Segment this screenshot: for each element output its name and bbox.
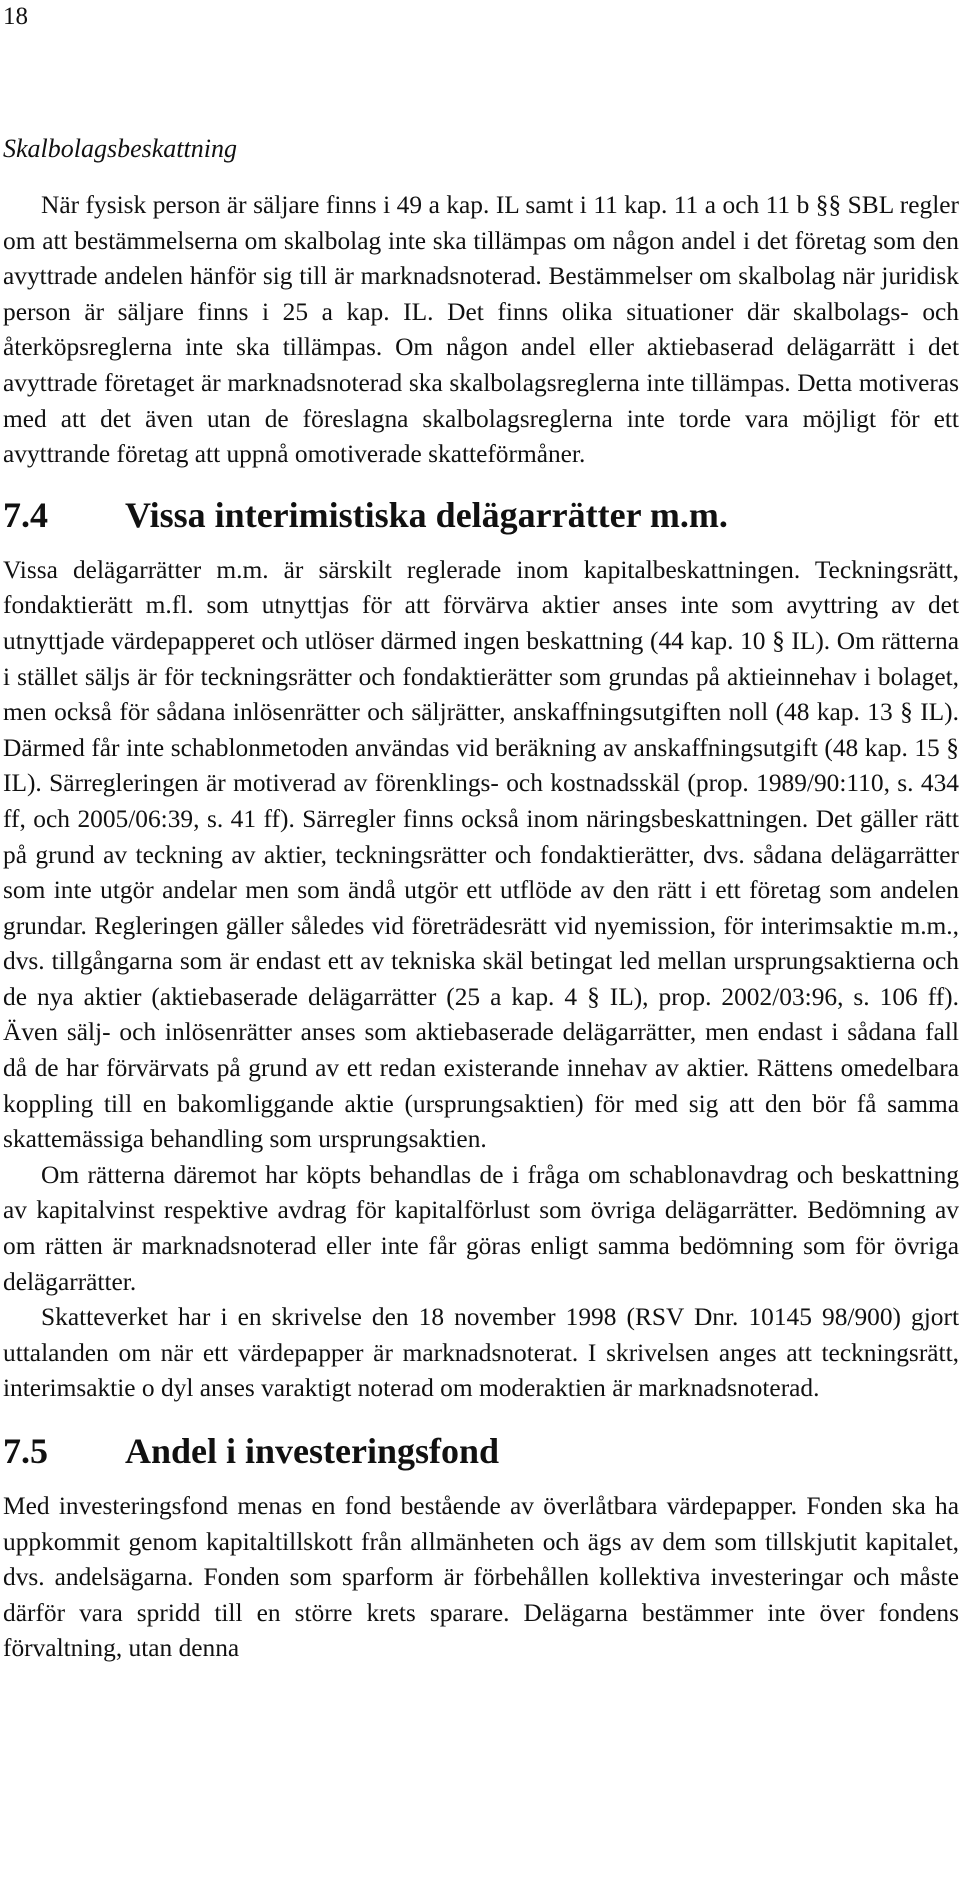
subheading-skalbolagsbeskattning: Skalbolagsbeskattning — [3, 134, 237, 163]
paragraph: Om rätterna däremot har köpts behandlas de i fråga om schablonavdrag och beskattning av kapitalvinst respektive avdrag för kapitalförlust som övriga delägarrätter. Bedömning av om rätten är marknadsnoterad eller inte får göras enligt samma bedömning som för övriga delägarrätter. — [3, 1160, 959, 1296]
section-title: Vissa interimistiska delägarrätter m.m. — [125, 494, 728, 535]
section-title: Andel i investeringsfond — [125, 1431, 500, 1471]
paragraph: När fysisk person är säljare finns i 49 a kap. IL samt i 11 kap. 11 a och 11 b §§ SBL regler om att bestämmelserna om skalbolag inte ska tillämpas om någon andel i det företag som den avyttrade andelen hänför sig till är marknadsnoterad. Bestämmelser om skalbolag när juridisk person är säljare finns i 25 a kap. IL. Det finns olika situationer där skalbolags- och återköpsreglerna inte ska tillämpas. Om någon andel eller aktiebaserad delägarrätt i det avyttrade företaget är marknadsnoterad ska skalbolagsreglerna inte tillämpas. Detta motiveras med att det även utan de föreslagna skalbolagsreglerna inte torde vara möjligt för ett avyttrande företag att uppnå omotiverade skatteförmåner. — [3, 191, 959, 469]
paragraph: Vissa delägarrätter m.m. är särskilt reglerade inom kapitalbeskattningen. Teckningsrätt, fondaktierätt m.fl. som utnyttjas för att förvärva aktier anses inte som avyttring av det utnyttjade värdepapperet och utlöser därmed ingen beskattning (44 kap. 10 § IL). Om rätterna i stället säljs är för teckningsrätter och fondaktierätter som grundas på aktieinnehav i bolaget, men också för sådana inlösenrätter och säljrätter, anskaffningsutgiften noll (48 kap. 13 § IL). Därmed får inte schablonmetoden användas vid beräkning av anskaffningsutgift (48 kap. 15 § IL). Särregleringen är motiverad av förenklings- och kostnadsskäl (prop. 1989/90:110, s. 434 ff, och 2005/06:39, s. 41 ff). Särregler finns också inom näringsbeskattningen. Det gäller rätt på grund av teckning av aktier, teckningsrätter och fondaktierätter, dvs. sådana delägarrätter som inte utgör andelar men som ändå utgör ett utflöde av den rätt i ett företag som andelen grundar. Regleringen gäller således vid företrädesrätt vid nyemission, för interimsaktie m.m., dvs. tillgångarna som är endast ett av tekniska skäl betingat led mellan ursprungsaktierna och de nya aktier (aktiebaserade delägarrätter (25 a kap. 4 § IL), prop. 2002/03:96, s. 106 ff). Även sälj- och inlösenrätter anses som aktiebaserade delägarrätter, men endast i sådana fall då de har förvärvats på grund av ett redan existerande innehav av aktier. Rättens omedelbara koppling till en bakomliggande aktie (ursprungsaktien) för med sig att den bör få samma skattemässiga behandling som ursprungsaktien. — [3, 555, 959, 1154]
paragraph: Med investeringsfond menas en fond bestående av överlåtbara värdepapper. Fonden ska ha uppkommit genom kapitaltillskott från allmänheten och ägs av dem som tillskjutit kapitalet, dvs. andelsägarna. Fonden som sparform är förbehållen kollektiva investeringar och måste därför vara spridd till en större krets sparare. Delägarna bestämmer inte över fondens förvaltning, utan denna — [3, 1492, 959, 1663]
section-number: 7.4 — [3, 494, 48, 535]
page-number: 18 — [3, 3, 28, 30]
section-number: 7.5 — [3, 1431, 48, 1471]
paragraph: Skatteverket har i en skrivelse den 18 november 1998 (RSV Dnr. 10145 98/900) gjort uttalanden om när ett värdepapper är marknadsnoterat. I skrivelsen anges att teckningsrätt, interimsaktie o dyl anses varaktigt noterad om moderaktien är marknadsnoterad. — [3, 1303, 959, 1403]
page-content — [3, 132, 959, 1667]
section-heading-7-5 — [3, 1429, 959, 1473]
section-heading-7-4 — [3, 493, 959, 537]
